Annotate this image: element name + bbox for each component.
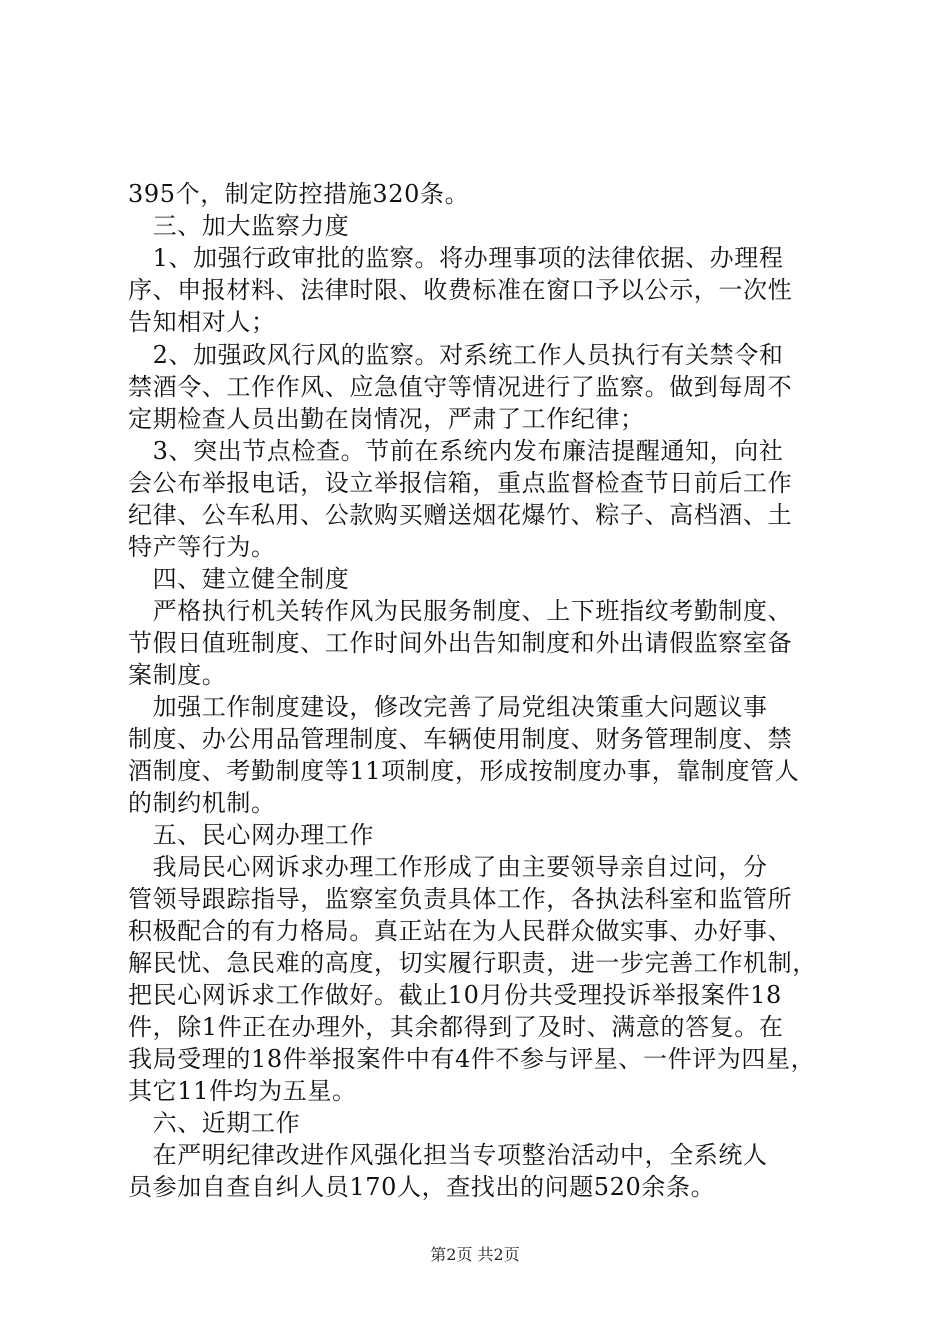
section-heading: 三、加大监察力度	[128, 212, 350, 240]
text-line: 纪律、公车私用、公款购买赠送烟花爆竹、粽子、高档酒、土	[128, 501, 793, 529]
text-line: 我局民心网诉求办理工作形成了由主要领导亲自过问，分	[128, 853, 768, 881]
section-heading: 四、建立健全制度	[128, 565, 350, 593]
text-line: 的制约机制。	[128, 789, 276, 817]
section-heading: 六、近期工作	[128, 1109, 301, 1137]
text-line: 严格执行机关转作风为民服务制度、上下班指纹考勤制度、	[128, 597, 793, 625]
text-line: 酒制度、考勤制度等11项制度，形成按制度办事，靠制度管人	[128, 757, 800, 785]
text-line: 积极配合的有力格局。真正站在为人民群众做实事、办好事、	[128, 917, 793, 945]
text-line: 定期检查人员出勤在岗情况，严肃了工作纪律；	[128, 405, 645, 433]
text-line: 禁酒令、工作作风、应急值守等情况进行了监察。做到每周不	[128, 373, 793, 401]
text-line: 3、突出节点检查。节前在系统内发布廉洁提醒通知，向社	[128, 437, 784, 465]
text-line: 件，除1件正在办理外，其余都得到了及时、满意的答复。在	[128, 1013, 784, 1041]
text-line: 序、申报材料、法律时限、收费标准在窗口予以公示，一次性	[128, 276, 793, 304]
text-line: 我局受理的18件举报案件中有4件不参与评星、一件评为四星，	[128, 1045, 816, 1073]
text-line: 其它11件均为五星。	[128, 1077, 357, 1105]
text-line: 管领导跟踪指导，监察室负责具体工作，各执法科室和监管所	[128, 885, 793, 913]
text-line: 把民心网诉求工作做好。截止10月份共受理投诉举报案件18	[128, 981, 782, 1009]
section-heading: 五、民心网办理工作	[128, 821, 374, 849]
text-line: 特产等行为。	[128, 533, 276, 561]
text-line: 案制度。	[128, 661, 227, 689]
text-line: 节假日值班制度、工作时间外出告知制度和外出请假监察室备	[128, 629, 793, 657]
text-line: 2、加强政风行风的监察。对系统工作人员执行有关禁令和	[128, 341, 784, 369]
page-number: 第2页 共2页	[430, 1245, 520, 1264]
text-line: 制度、办公用品管理制度、车辆使用制度、财务管理制度、禁	[128, 725, 793, 753]
text-line: 395个，制定防控措施320条。	[128, 180, 470, 208]
text-line: 会公布举报电话，设立举报信箱，重点监督检查节日前后工作	[128, 469, 793, 497]
text-line: 加强工作制度建设，修改完善了局党组决策重大问题议事	[128, 693, 768, 721]
text-line: 1、加强行政审批的监察。将办理事项的法律依据、办理程	[128, 244, 784, 272]
text-line: 员参加自查自纠人员170人，查找出的问题520余条。	[128, 1173, 716, 1201]
text-line: 告知相对人；	[128, 308, 276, 336]
text-line: 解民忧、急民难的高度，切实履行职责，进一步完善工作机制，	[128, 949, 817, 977]
text-line: 在严明纪律改进作风强化担当专项整治活动中，全系统人	[128, 1141, 768, 1169]
